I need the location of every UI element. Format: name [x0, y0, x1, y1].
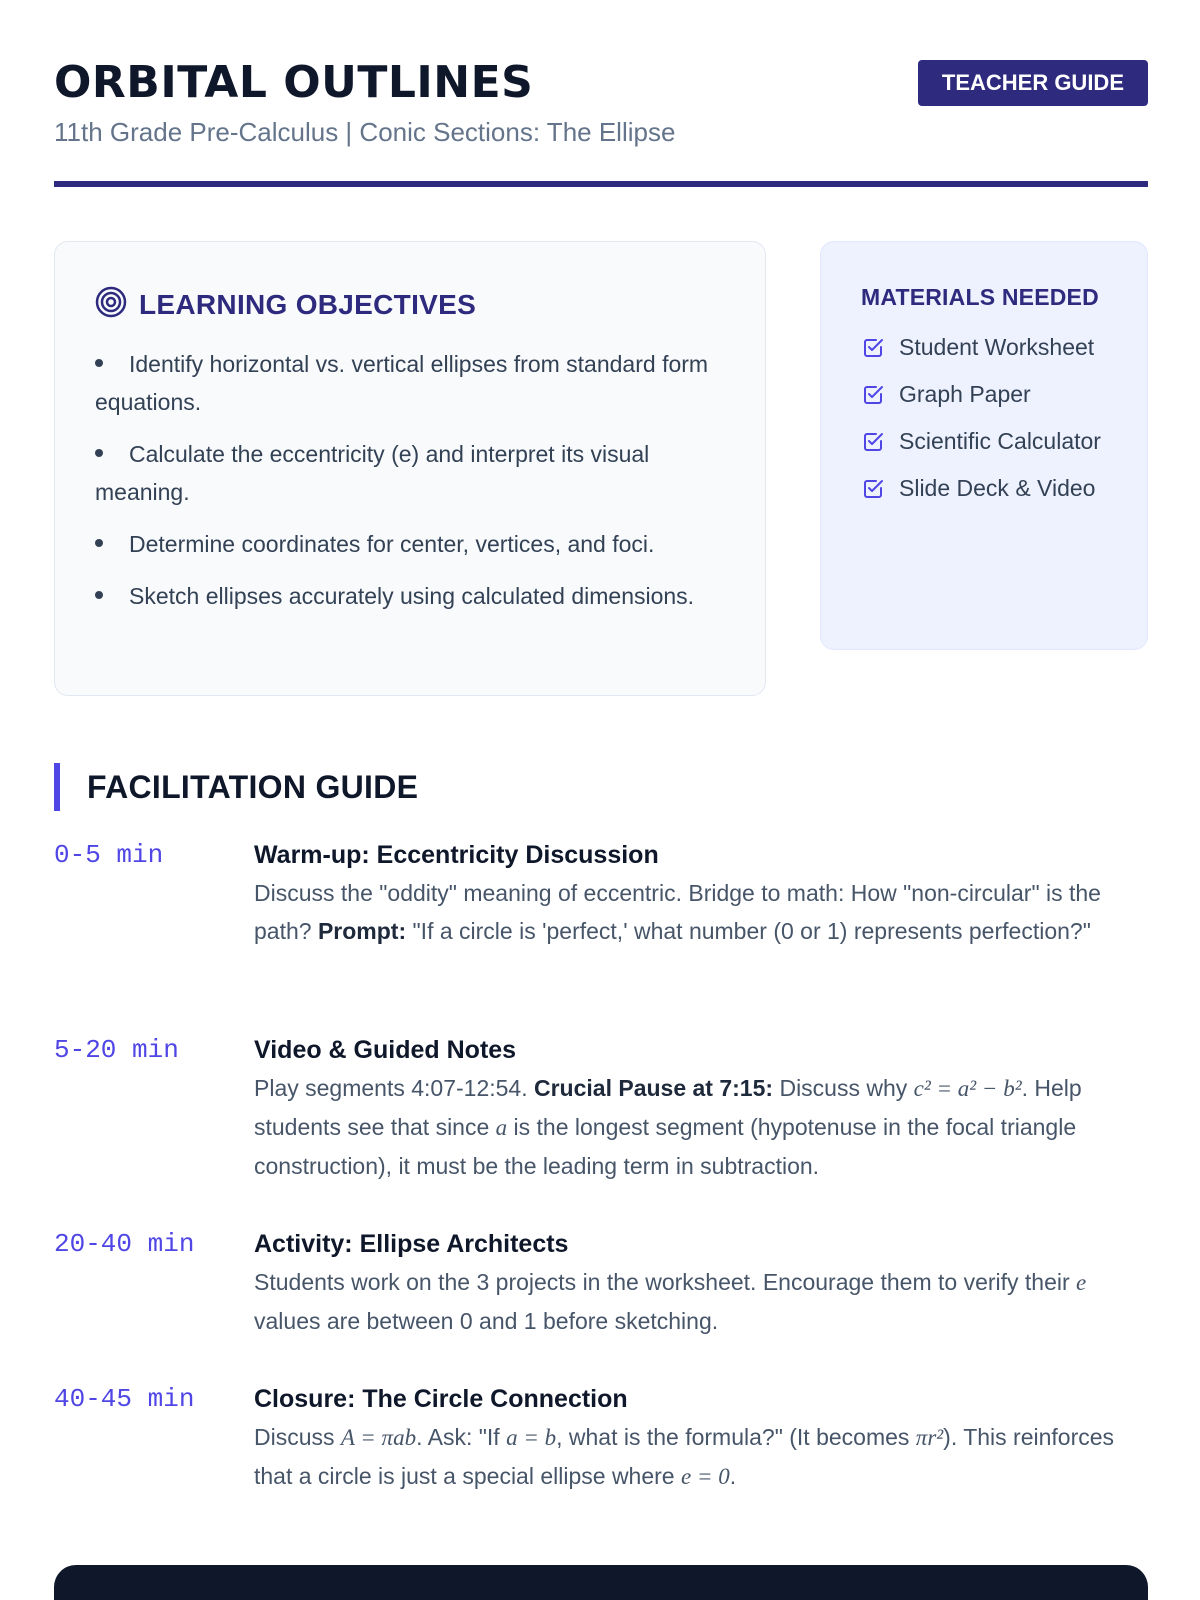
- desc-text: . Help students see that since: [254, 1075, 1082, 1140]
- math-expression: a: [495, 1115, 508, 1140]
- math-expression: e: [1076, 1270, 1087, 1295]
- header-divider: [54, 181, 1148, 187]
- desc-text: , what is the formula?" (It becomes: [556, 1424, 916, 1450]
- page-header: [54, 56, 1148, 148]
- materials-card: [820, 241, 1148, 650]
- desc-text: Discuss the "oddity" meaning of eccentric. Bridge to math: How "non-circular" is the path?: [254, 880, 1101, 944]
- material-label: Slide Deck & Video: [899, 475, 1096, 501]
- desc-text: . Ask: "If: [416, 1424, 507, 1450]
- desc-text: Discuss why: [773, 1075, 914, 1101]
- objective-item: [95, 435, 725, 511]
- step-time: 5-20 min: [54, 1035, 179, 1065]
- page-subtitle: 11th Grade Pre-Calculus | Conic Sections: The Ellipse: [54, 117, 676, 147]
- footer-panel: [54, 1565, 1148, 1600]
- bullet-icon: [95, 591, 103, 599]
- step-body: [254, 1227, 1148, 1340]
- material-item: [861, 331, 1107, 364]
- material-label: Student Worksheet: [899, 334, 1095, 360]
- objective-item: [95, 577, 725, 615]
- desc-bold: Prompt:: [317, 918, 407, 944]
- desc-text: Students work on the 3 projects in the worksheet. Encourage them to verify their: [254, 1269, 1077, 1295]
- step-body: [254, 838, 1148, 950]
- step-title: Warm-up: Eccentricity Discussion: [254, 841, 659, 869]
- desc-text: Discuss: [254, 1424, 341, 1450]
- math-expression: πr²: [915, 1425, 944, 1450]
- desc-bold: Crucial Pause at 7:15:: [534, 1075, 774, 1101]
- objective-text: Determine coordinates for center, vertices, and foci.: [129, 531, 655, 557]
- objective-text: Identify horizontal vs. vertical ellipses from standard form equations.: [95, 351, 709, 415]
- step-title: Video & Guided Notes: [254, 1036, 517, 1064]
- objectives-header: [95, 286, 725, 323]
- objectives-title: LEARNING OBJECTIVES: [139, 288, 477, 320]
- step-description: [254, 874, 1148, 950]
- step-body: [254, 1382, 1148, 1496]
- step-title: Closure: The Circle Connection: [254, 1385, 628, 1413]
- teacher-guide-badge: TEACHER GUIDE: [918, 60, 1148, 106]
- math-expression: a = b: [506, 1425, 557, 1450]
- checkbox-icon: [861, 383, 887, 407]
- objective-item: [95, 525, 725, 563]
- page-title: ORBITAL OUTLINES: [54, 57, 534, 108]
- step-time: 0-5 min: [54, 840, 164, 870]
- material-item: [861, 425, 1107, 458]
- objective-item: [95, 345, 725, 421]
- math-expression: e = 0: [680, 1464, 730, 1489]
- materials-list: [861, 331, 1107, 505]
- checkbox-icon: [861, 430, 887, 454]
- bullet-icon: [95, 359, 103, 367]
- step-description: [254, 1418, 1148, 1496]
- desc-text: Play segments 4:07-12:54.: [254, 1075, 534, 1101]
- material-item: [861, 378, 1107, 411]
- step-body: [254, 1033, 1148, 1185]
- math-expression: A = πab: [340, 1425, 417, 1450]
- objectives-list: [95, 345, 725, 615]
- material-item: [861, 472, 1107, 505]
- checkbox-icon: [861, 336, 887, 360]
- material-label: Graph Paper: [899, 381, 1031, 407]
- step-title: Activity: Ellipse Architects: [254, 1230, 569, 1258]
- desc-text: .: [729, 1463, 737, 1489]
- learning-objectives-card: [54, 241, 766, 696]
- math-expression: c² = a² − b²: [913, 1076, 1022, 1101]
- step-description: [254, 1069, 1148, 1185]
- desc-text: values are between 0 and 1 before sketching.: [254, 1308, 719, 1334]
- step-time: 20-40 min: [54, 1229, 195, 1259]
- bullet-icon: [95, 539, 103, 547]
- checkbox-icon: [861, 477, 887, 501]
- bullet-icon: [95, 449, 103, 457]
- desc-text: "If a circle is 'perfect,' what number (0 or 1) represents perfection?": [406, 918, 1091, 944]
- facilitation-header: [54, 763, 418, 811]
- materials-title: MATERIALS NEEDED: [861, 284, 1099, 310]
- step-time: 40-45 min: [54, 1384, 195, 1414]
- objective-text: Sketch ellipses accurately using calculated dimensions.: [129, 583, 695, 609]
- facilitation-title: FACILITATION GUIDE: [87, 768, 419, 805]
- target-icon: [95, 286, 127, 323]
- objective-text: Calculate the eccentricity (e) and interpret its visual meaning.: [95, 441, 650, 505]
- desc-text: ). This reinforces that a circle is just a special ellipse where: [254, 1424, 1115, 1489]
- desc-text: is the longest segment (hypotenuse in the focal triangle construction), it must be the leading term in subtraction.: [254, 1114, 1077, 1179]
- material-label: Scientific Calculator: [899, 428, 1101, 454]
- step-description: [254, 1263, 1148, 1340]
